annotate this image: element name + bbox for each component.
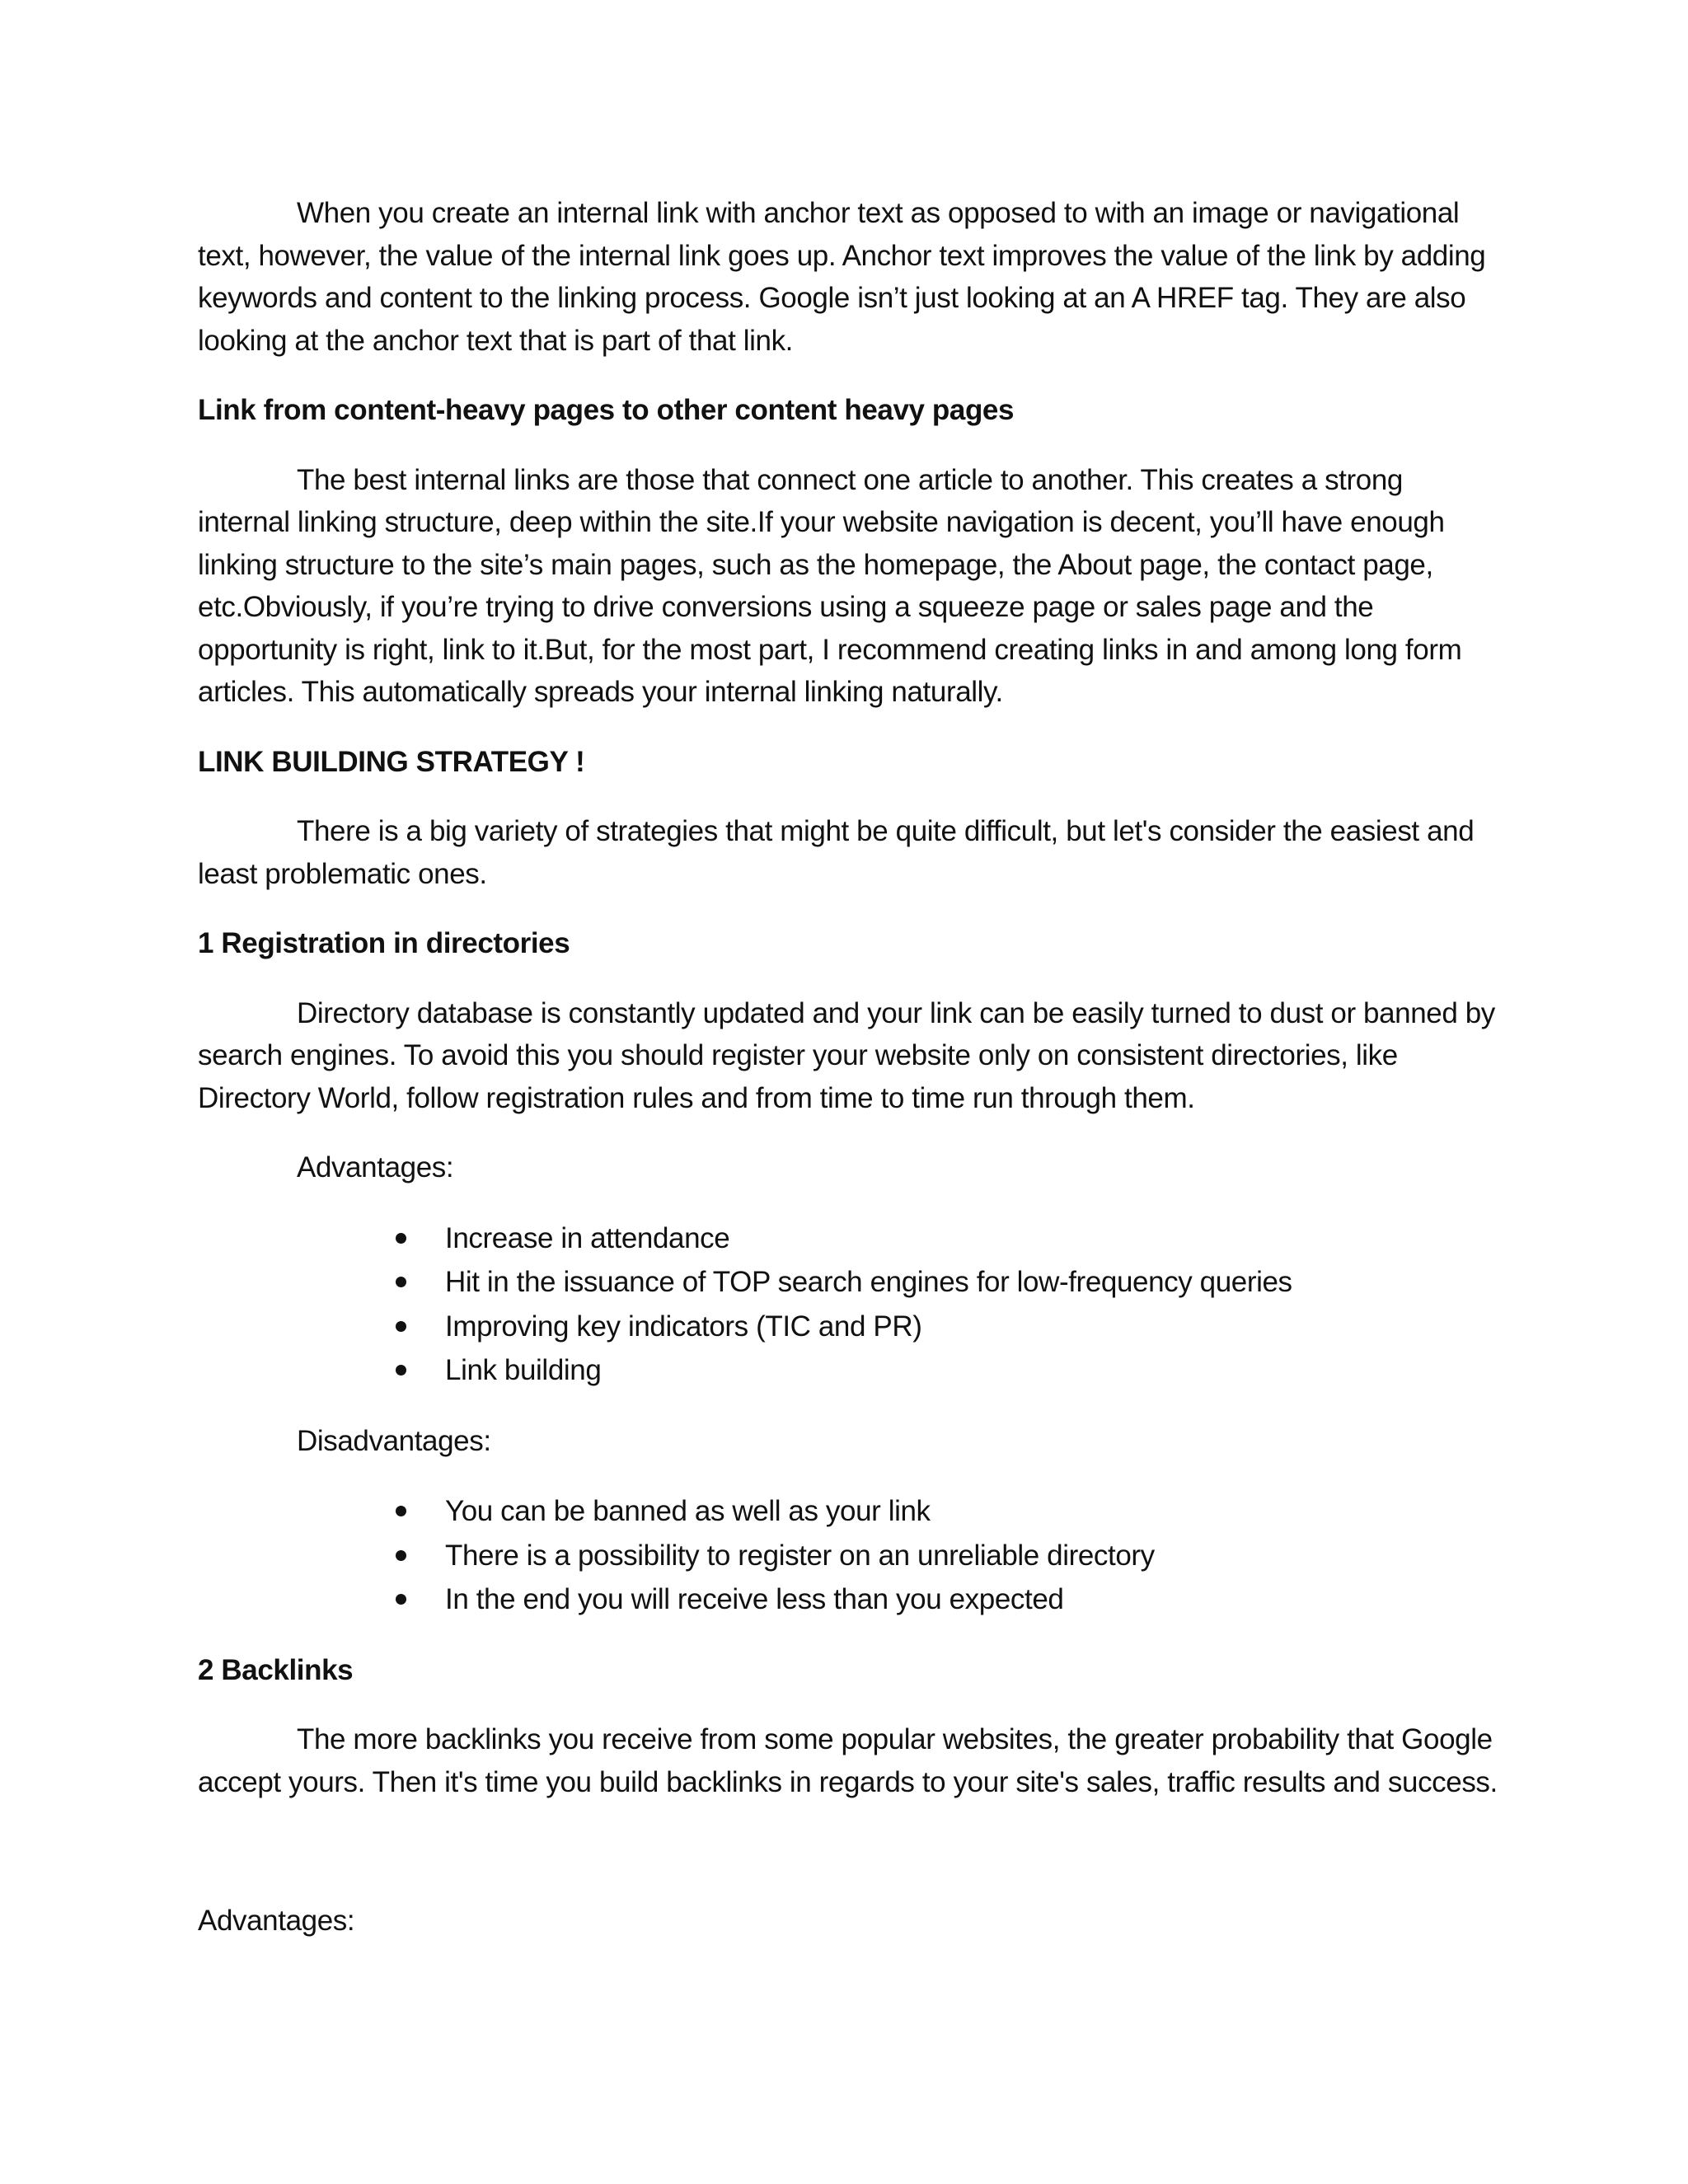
bullet-icon — [396, 1233, 406, 1244]
bullet-icon — [396, 1506, 406, 1516]
list-item — [198, 1216, 1500, 1261]
advantages-label-2: Advantages: — [198, 1905, 355, 1937]
document-body — [198, 192, 1500, 1943]
blank-space — [198, 1830, 1500, 1900]
list-item-text: Link building — [445, 1354, 602, 1386]
list-item — [198, 1534, 1500, 1578]
heading-registration-directories: 1 Registration in directories — [198, 927, 570, 959]
bullet-icon — [396, 1321, 406, 1332]
paragraph-strategies: There is a big variety of strategies that might be quite difficult, but let's consider the easiest and least problematic ones. — [198, 815, 1475, 890]
bullet-icon — [396, 1550, 406, 1561]
list-item — [198, 1348, 1500, 1393]
bullet-icon — [396, 1365, 406, 1376]
paragraph-internal-links: The best internal links are those that connect one article to another. This creates a strong internal linking structure, deep within the site.If your website navigation is decent, you’ll have enough linking structure to the site’s main pages, such as the homepage, the About page, the contact page, etc.Obviously, if you’re trying to drive conversions using a squeeze page or sales page and the opportunity is right, link to it.But, for the most part, I recommend creating links in and among long form articles. This automatically spreads your internal linking naturally. — [198, 463, 1462, 708]
advantages-list — [198, 1216, 1500, 1393]
heading-link-building-strategy: LINK BUILDING STRATEGY ! — [198, 745, 585, 778]
list-item — [198, 1489, 1500, 1534]
heading-content-heavy-pages: Link from content-heavy pages to other content heavy pages — [198, 394, 1015, 426]
list-item — [198, 1577, 1500, 1622]
list-item-text: Increase in attendance — [445, 1221, 730, 1254]
list-item — [198, 1260, 1500, 1305]
list-item-text: You can be banned as well as your link — [445, 1495, 931, 1527]
paragraph-backlinks: The more backlinks you receive from some popular websites, the greater probability that Google accept yours. Then it's time you build backlinks in regards to your site's sales, traffic results and success. — [198, 1723, 1498, 1798]
disadvantages-label: Disadvantages: — [297, 1424, 491, 1457]
heading-backlinks: 2 Backlinks — [198, 1653, 354, 1686]
list-item — [198, 1305, 1500, 1349]
bullet-icon — [396, 1277, 406, 1287]
bullet-icon — [396, 1594, 406, 1605]
advantages-label: Advantages: — [297, 1151, 454, 1183]
list-item-text: In the end you will receive less than you expected — [445, 1583, 1064, 1615]
list-item-text: There is a possibility to register on an unreliable directory — [445, 1539, 1155, 1572]
paragraph-anchor-text: When you create an internal link with anchor text as opposed to with an image or navigational text, however, the value of the internal link goes up. Anchor text improves the value of the link by adding keywords and content to the linking process. Google isn’t just looking at an A HREF tag. They are also looking at the anchor text that is part of that link. — [198, 197, 1486, 357]
list-item-text: Improving key indicators (TIC and PR) — [445, 1310, 922, 1343]
paragraph-directory-database: Directory database is constantly updated and your link can be easily turned to dust or banned by search engines. To avoid this you should register your website only on consistent directories, like Directory World, follow registration rules and from time to time run through them. — [198, 996, 1495, 1114]
disadvantages-list — [198, 1489, 1500, 1622]
list-item-text: Hit in the issuance of TOP search engines for low-frequency queries — [445, 1266, 1292, 1298]
